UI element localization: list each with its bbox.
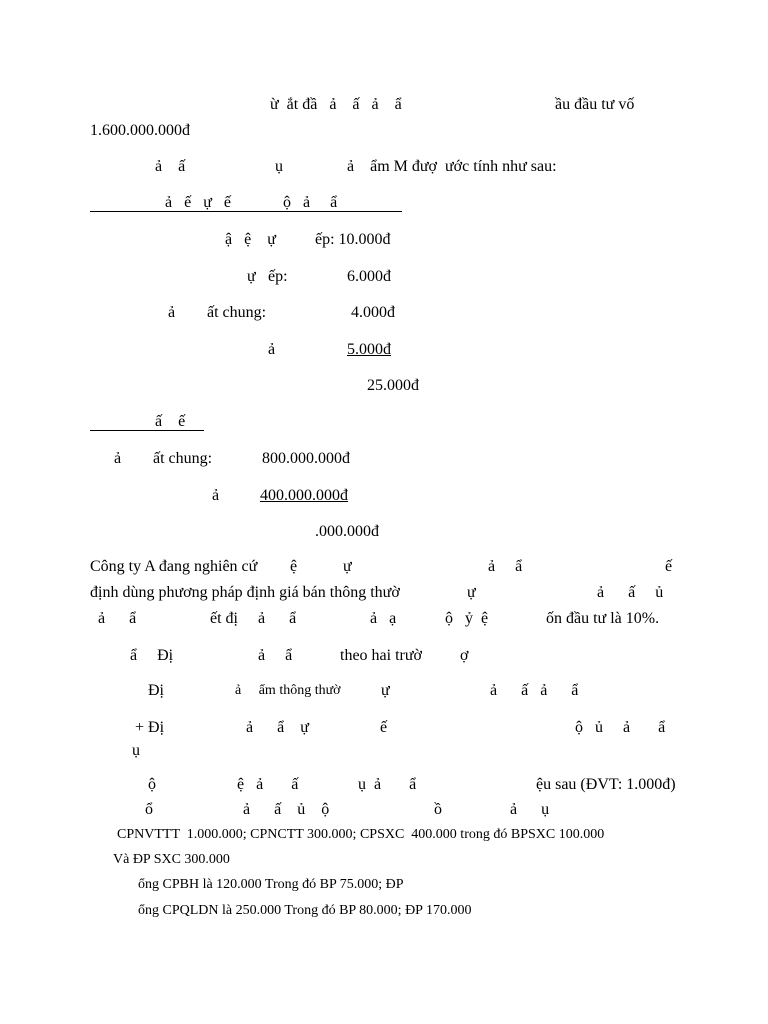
data-intro-g: ồ [434,801,442,818]
question-3-c: ế [380,719,388,736]
question-2-d: ả ấ ả ẩ [490,682,579,699]
para-3-c: ả ạ [370,610,397,627]
overhead-label-a: ả [168,304,176,321]
para-1-b: ệ [290,558,298,575]
data-intro-h: ả ụ [510,801,550,818]
para-1-c: ự [343,558,352,575]
other-cost-value: 5.000đ [347,341,391,358]
intro-line-1a: ừ ắt đầ ả ấ ả ẩ [270,96,402,113]
para-2-b: ự [467,584,476,601]
direct-material-label: ậ ệ ự [225,231,276,248]
intro-line-1b: ầu đầu tư vố [555,96,635,113]
data-intro-e: ổ [145,801,153,818]
direct-labor-value: 6.000đ [347,268,391,285]
question-3-e: ụ [132,742,140,759]
data-intro-c: ụ ả ẩ [358,776,417,793]
para-2-c: ả ấ ủ [597,584,664,601]
direct-labor-label-a: ự [247,268,256,285]
para-1-a: Công ty A đang nghiên cứ [90,558,258,575]
data-intro-f: ả ấ ủ ộ [243,801,330,818]
question-2-b: ả ẩm thông thườ [235,683,341,698]
fixed-heading-underline [90,430,204,431]
admin-costs: ổng CPQLDN là 250.000 Trong đó BP 80.000; ĐP 170.000 [138,903,472,918]
question-2-a: Đị [148,682,164,699]
question-1-a: ẩ Đị [130,647,174,664]
para-2-a: định dùng phương pháp định giá bán thông thườ [90,584,400,601]
fixed-cost-total: .000.000đ [315,523,379,540]
selling-costs: ổng CPBH là 120.000 Trong đó BP 75.000; ĐP [138,877,404,892]
para-3-d: ộ ỷ ệ [445,610,489,627]
fixed-overhead-label-a: ả [114,450,122,467]
overhead-value: 4.000đ [351,304,395,321]
unit-cost-total: 25.000đ [367,377,419,394]
direct-material-value: ếp: 10.000đ [315,231,391,248]
overhead-label-b: ất chung: [207,304,267,321]
fixed-overhead-value: 800.000.000đ [262,450,350,467]
direct-labor-label-b: ếp: [268,268,288,285]
fixed-other-label: ả [212,487,220,504]
question-3-d: ộ ủ ả ẩ [575,719,666,736]
question-3-a: + Đị [135,719,165,736]
question-1-c: theo hai trườ [340,647,422,664]
question-1-d: ợ [460,647,469,664]
estimate-line-b: ụ [275,158,283,175]
estimate-line-c: ả ẩm M đượ ước tính như sau: [347,158,557,175]
para-1-d: ả ẩ [488,558,523,575]
variable-overhead: Và ĐP SXC 300.000 [113,852,230,867]
para-3-b: ết đị ả ẩ [210,610,297,627]
data-intro-a: ộ [148,776,156,793]
investment-amount: 1.600.000.000đ [90,122,190,139]
data-intro-b: ệ ả ấ [237,776,299,793]
fixed-cost-heading: ấ ế [155,413,186,430]
question-3-b: ả ẩ ự [246,719,309,736]
production-costs: CPNVTTT 1.000.000; CPNCTT 300.000; CPSXC 400.000 trong đó BPSXC 100.000 [117,827,605,842]
question-2-c: ự [381,682,390,699]
other-cost-label: ả [268,341,276,358]
para-1-e: ế [665,558,673,575]
data-intro-d: ệu sau (ĐVT: 1.000đ) [536,776,676,793]
para-3-e: ốn đầu tư là 10%. [546,610,660,627]
question-1-b: ả ẩ [258,647,293,664]
heading-underline [90,211,402,212]
unit-cost-heading: ả ế ự ế ộ ả ẩ [165,194,338,211]
fixed-other-value: 400.000.000đ [260,487,348,504]
para-3-a: ả ẩ [98,610,137,627]
estimate-line-a: ả ấ [155,158,186,175]
fixed-overhead-label-b: ất chung: [153,450,213,467]
